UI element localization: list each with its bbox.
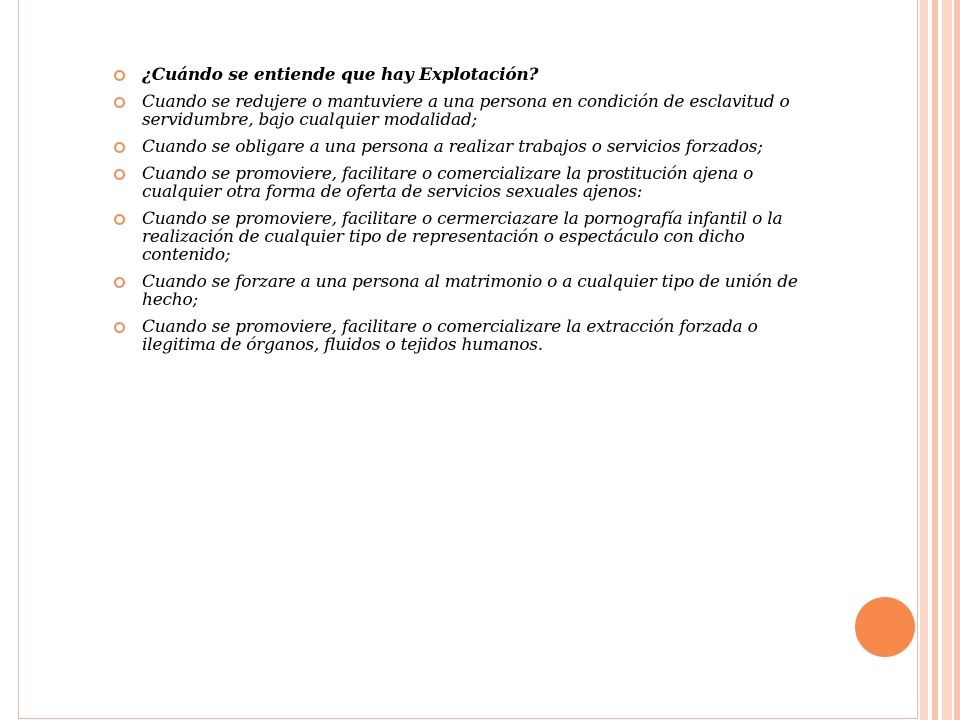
bullet-item-title — [110, 66, 830, 84]
ring-bullet-icon — [114, 97, 125, 108]
bullet-item — [110, 318, 830, 354]
ring-bullet-icon — [114, 70, 125, 81]
stripe-1 — [920, 0, 928, 720]
ring-bullet-icon — [114, 277, 125, 288]
ring-bullet-icon — [114, 142, 125, 153]
ring-bullet-icon — [114, 169, 125, 180]
bullet-text: Cuando se forzare a una persona al matrimonio o a cualquier tipo de unión de hecho; — [142, 272, 798, 310]
bullet-text: Cuando se promoviere, facilitare o comercializare la prostitución ajena o cualquier otra forma de oferta de servicios sexuales ajenos: — [142, 164, 754, 202]
bullet-text: ¿Cuándo se entiende que hay Explotación? — [142, 65, 539, 85]
bullet-item — [110, 273, 830, 309]
stripe-3 — [942, 0, 952, 720]
ring-bullet-icon — [114, 214, 125, 225]
bullet-item — [110, 165, 830, 201]
bullet-text: Cuando se promoviere, facilitare o cermerciazare la pornografía infantil o la realización de cualquier tipo de representación o espectáculo con dicho contenido; — [142, 209, 783, 265]
bullet-text: Cuando se obligare a una persona a realizar trabajos o servicios forzados; — [142, 137, 763, 157]
bullet-item — [110, 93, 830, 129]
stripe-2 — [932, 0, 938, 720]
slide-content — [110, 66, 830, 363]
ring-bullet-icon — [114, 322, 125, 333]
bullet-list — [110, 66, 830, 354]
bullet-text: Cuando se promoviere, facilitare o comercializare la extracción forzada o ilegitima de órganos, fluidos o tejidos humanos. — [142, 317, 758, 355]
bullet-text: Cuando se redujere o mantuviere a una persona en condición de esclavitud o servidumbre, bajo cualquier modalidad; — [142, 92, 790, 130]
stripe-4 — [954, 0, 960, 720]
decorative-side-stripes — [918, 0, 960, 720]
bullet-item — [110, 210, 830, 264]
decorative-orange-circle — [855, 597, 915, 657]
bullet-item — [110, 138, 830, 156]
